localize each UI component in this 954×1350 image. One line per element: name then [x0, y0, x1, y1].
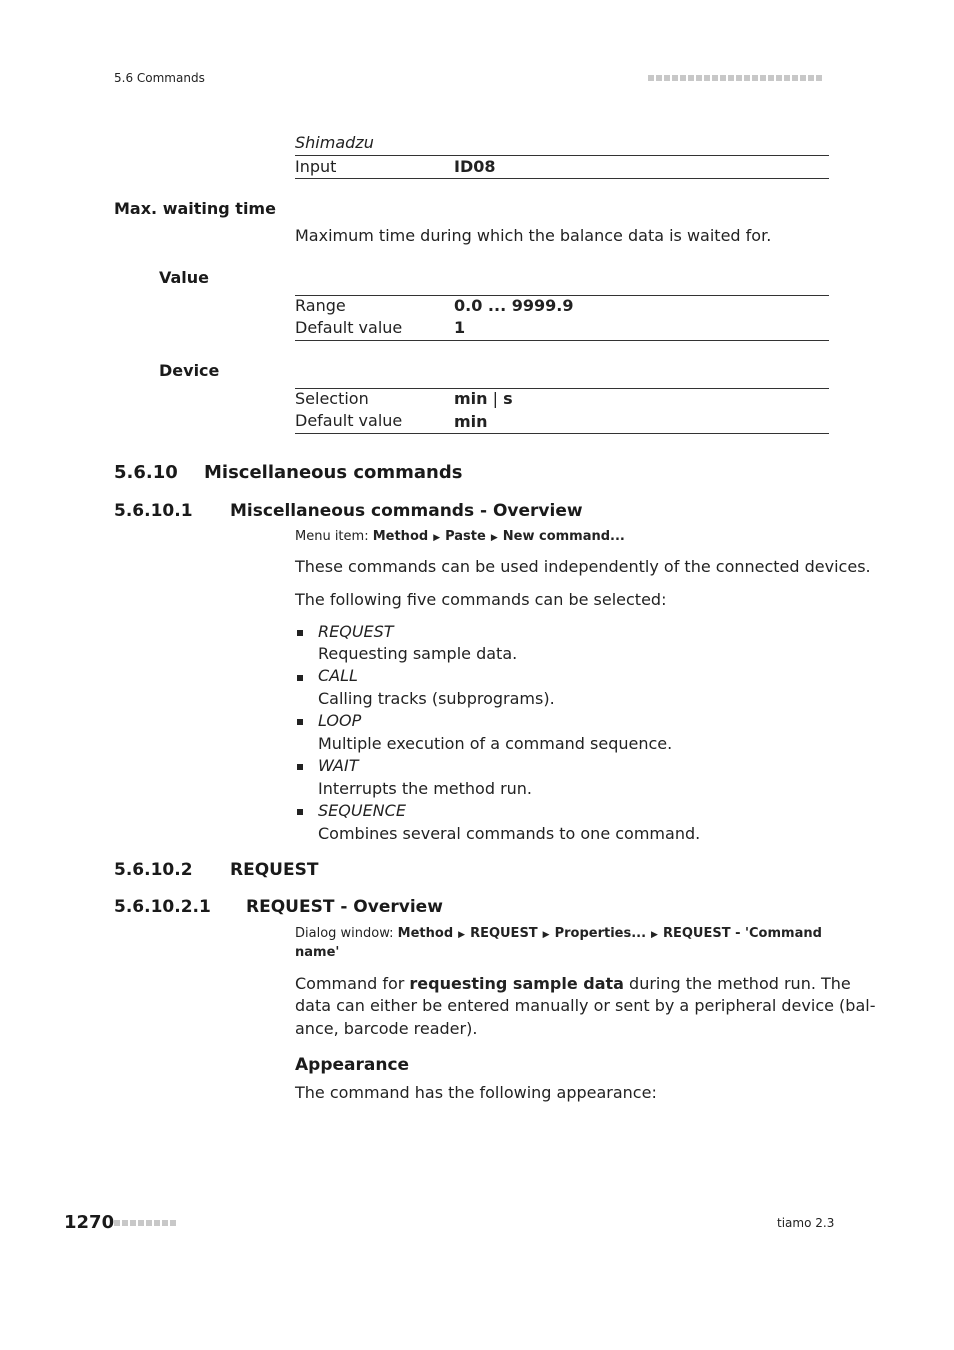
paragraph-text: during the method run. The: [623, 974, 851, 993]
page-number: 1270: [64, 1212, 115, 1233]
list-item-desc: Combines several commands to one command.: [318, 824, 701, 843]
menu-path-item: Paste: [445, 529, 486, 544]
list-item-desc: Requesting sample data.: [318, 644, 518, 663]
menu-path-label: Menu item:: [295, 529, 369, 544]
list-item-name: SEQUENCE: [318, 801, 406, 820]
menu-path: [295, 529, 625, 544]
table-cell-label: Default value: [295, 318, 403, 337]
triangle-right-icon: ▶: [458, 930, 466, 940]
menu-path-item: Method: [372, 529, 429, 544]
subsection-title: Miscellaneous commands - Overview: [230, 501, 583, 521]
bullet-icon: [297, 809, 303, 815]
menu-path-item: New command...: [502, 529, 625, 544]
paragraph-line: ance, barcode reader).: [295, 1019, 478, 1038]
parameter-description: Maximum time during which the balance data is waited for.: [295, 226, 772, 245]
list-item-name: CALL: [318, 666, 358, 685]
table-rule-bottom: [295, 178, 829, 179]
table-rule-bottom: [295, 433, 829, 434]
paragraph-emphasis: requesting sample data: [409, 974, 624, 993]
triangle-right-icon: ▶: [433, 533, 441, 543]
header-decoration-dots: [648, 75, 822, 81]
list-item-name: WAIT: [318, 756, 359, 775]
list-item-desc: Multiple execution of a command sequence.: [318, 734, 673, 753]
dialog-path-label: Dialog window:: [295, 926, 394, 941]
table-cell-label: Range: [295, 296, 346, 315]
selection-option: s: [503, 389, 513, 408]
subsection-title: REQUEST - Overview: [246, 897, 443, 917]
list-item-name: LOOP: [318, 711, 362, 730]
running-header-section: 5.6 Commands: [114, 71, 205, 85]
selection-separator: |: [492, 389, 499, 408]
dialog-path-item: REQUEST - 'Command: [662, 926, 822, 941]
section-title: Miscellaneous commands: [204, 462, 463, 483]
paragraph: [295, 974, 851, 993]
bullet-icon: [297, 675, 303, 681]
bullet-icon: [297, 630, 303, 636]
table-rule-top: [295, 388, 829, 389]
table-cell-label: Input: [295, 157, 337, 176]
triangle-right-icon: ▶: [651, 930, 658, 940]
table-caption: Shimadzu: [295, 133, 374, 152]
table-rule-top: [295, 155, 829, 156]
subsection-number: 5.6.10.2.1: [114, 897, 211, 917]
paragraph: The command has the following appearance:: [295, 1083, 657, 1102]
parameter-heading: Max. waiting time: [114, 199, 276, 218]
table-cell-label: Selection: [295, 389, 369, 408]
table-cell-value: 0.0 ... 9999.9: [454, 296, 574, 315]
value-subheading: Value: [159, 268, 210, 287]
paragraph: The following five commands can be selected:: [295, 590, 667, 609]
table-cell-value: [454, 389, 513, 408]
list-item-desc: Interrupts the method run.: [318, 779, 533, 798]
bullet-icon: [297, 764, 303, 770]
triangle-right-icon: ▶: [542, 930, 550, 940]
triangle-right-icon: ▶: [490, 533, 498, 543]
subsection-title: REQUEST: [230, 860, 319, 880]
table-cell-value: ID08: [454, 157, 496, 176]
paragraph-text: Command for: [295, 974, 410, 993]
table-rule-bottom: [295, 340, 829, 341]
table-cell-label: Default value: [295, 411, 403, 430]
device-subheading: Device: [159, 361, 220, 380]
dialog-path-continuation: name': [295, 945, 340, 960]
list-item-desc: Calling tracks (subprograms).: [318, 689, 555, 708]
section-number: 5.6.10: [114, 462, 178, 483]
table-cell-value: min: [454, 412, 488, 431]
selection-option: min: [454, 389, 488, 408]
table-cell-value: 1: [454, 318, 466, 337]
paragraph: These commands can be used independently of the connected devices.: [295, 557, 871, 576]
dialog-path-item: Properties...: [554, 926, 647, 941]
paragraph-line: data can either be entered manually or sent by a peripheral device (bal-: [295, 996, 876, 1015]
bullet-icon: [297, 719, 303, 725]
dialog-path-item: REQUEST: [470, 926, 538, 941]
subsection-number: 5.6.10.2: [114, 860, 193, 880]
footer-decoration-dots: [114, 1220, 176, 1226]
appearance-heading: Appearance: [295, 1055, 410, 1075]
product-name: tiamo 2.3: [777, 1216, 835, 1230]
subsection-number: 5.6.10.1: [114, 501, 193, 521]
dialog-path: [295, 926, 822, 941]
dialog-path-item: Method: [397, 926, 454, 941]
list-item-name: REQUEST: [318, 622, 394, 641]
